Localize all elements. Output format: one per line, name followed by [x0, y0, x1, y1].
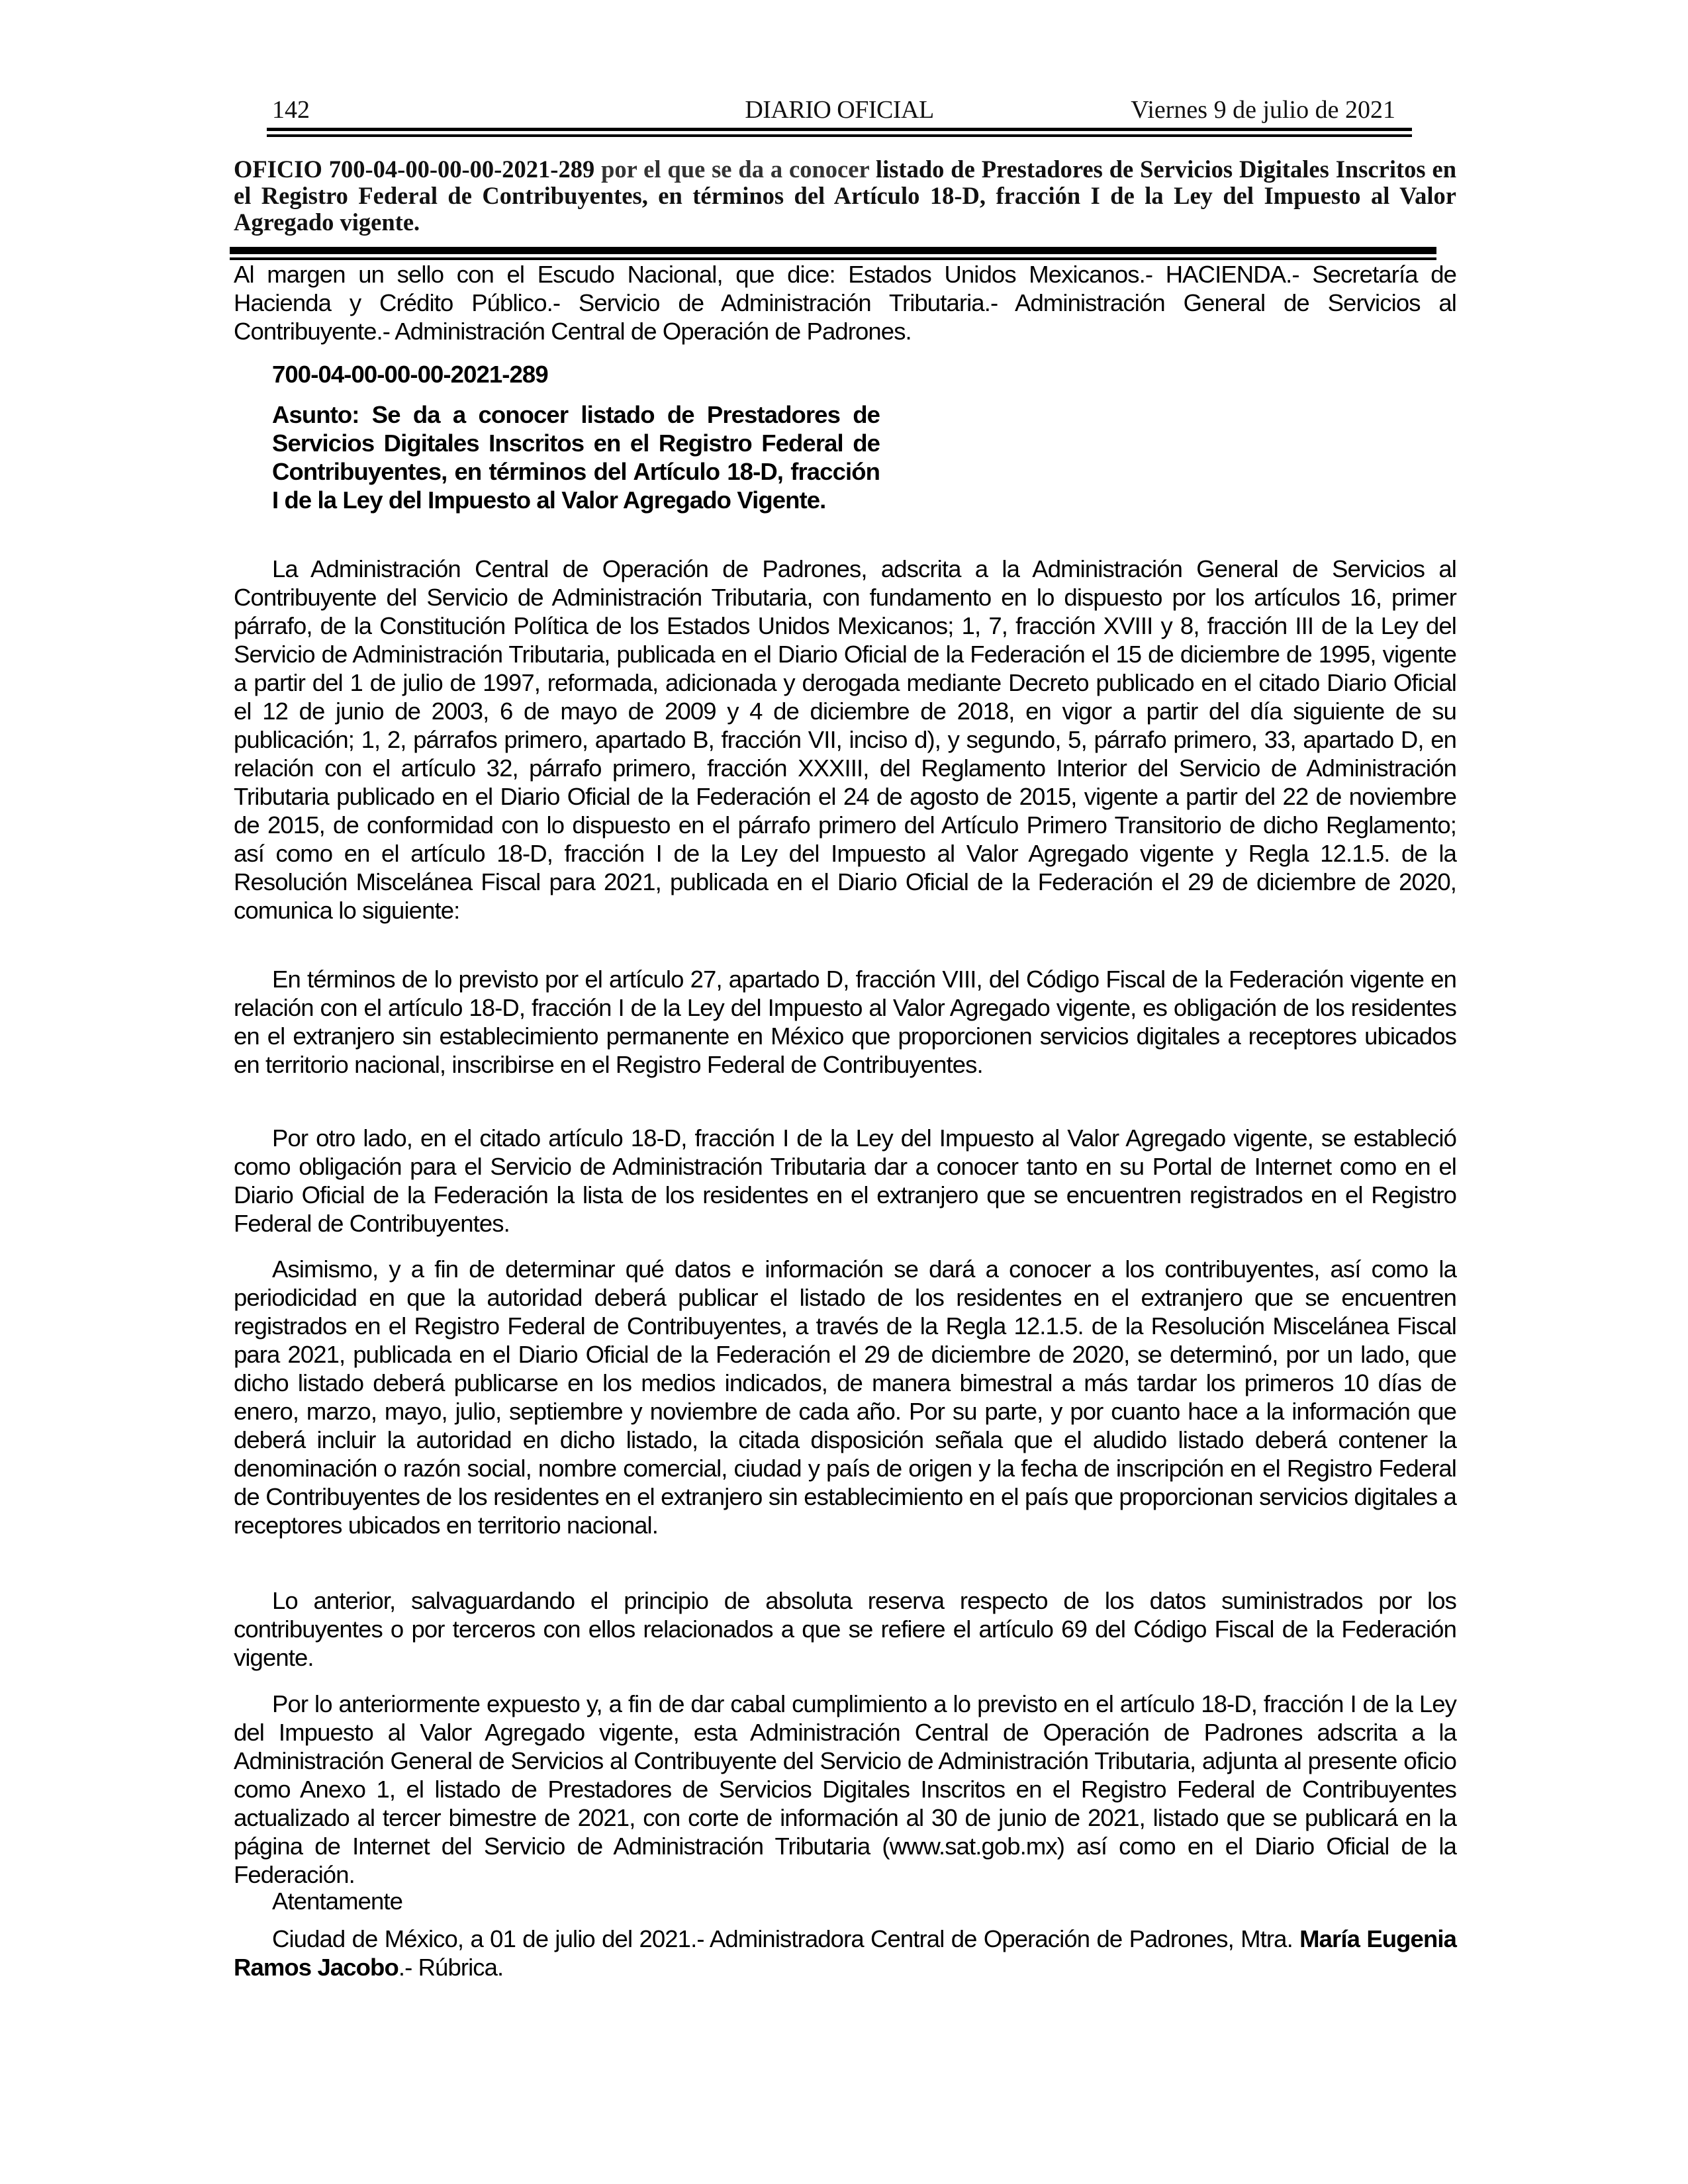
asunto: Asunto: Se da a conocer listado de Prestadores de Servicios Digitales Inscritos en el Registro Federal de Contribuyentes, en términos del Artículo 18-D, fracción I de la Ley del Impuesto al Valor Agregado Vigente. [272, 401, 880, 514]
publication-date: Viernes 9 de julio de 2021 [1131, 96, 1395, 124]
page-number: 142 [272, 96, 310, 124]
seal-note: Al margen un sello con el Escudo Nacional, que dice: Estados Unidos Mexicanos.- HACIENDA.- Secretaría de Hacienda y Crédito Público.- Servicio de Administración Tributaria.- Administración General de Servicios al Contribuyente.- Administración Central de Operación de Padrones. [234, 261, 1456, 345]
document-title [234, 156, 1456, 236]
oficio-number: OFICIO 700-04-00-00-00-2021-289 [234, 156, 595, 183]
header-divider [267, 128, 1412, 137]
paragraph-annex: Por lo anteriormente expuesto y, a fin de dar cabal cumplimiento a lo previsto en el artículo 18-D, fracción I de la Ley del Impuesto al Valor Agregado vigente, esta Administración Central de Operación de Padrones adscrita a la Administración General de Servicios al Contribuyente del Servicio de Administración Tributaria, adjunta al presente oficio como Anexo 1, el listado de Prestadores de Servicios Digitales Inscritos en el Registro Federal de Contribuyentes actualizado al tercer bimestre de 2021, con corte de información al 30 de junio de 2021, listado que se publicará en la página de Internet del Servicio de Administración Tributaria (www.sat.gob.mx) así como en el Diario Oficial de la Federación. [234, 1690, 1456, 1888]
paragraph-obligation: En términos de lo previsto por el artículo 27, apartado D, fracción VIII, del Código Fiscal de la Federación vigente en relación con el artículo 18-D, fracción I de la Ley del Impuesto al Valor Agregado vigente, es obligación de los residentes en el extranjero sin establecimiento permanente en México que proporcionen servicios digitales a receptores ubicados en territorio nacional, inscribirse en el Registro Federal de Contribuyentes. [234, 966, 1456, 1078]
signature-place-date: Ciudad de México, a 01 de julio del 2021.- Administradora Central de Operación de Padrones, Mtra. [272, 1925, 1293, 1952]
publication-name: DIARIO OFICIAL [745, 96, 934, 124]
title-divider [230, 247, 1436, 260]
paragraph-legal-basis: La Administración Central de Operación de Padrones, adscrita a la Administración General de Servicios al Contribuyente del Servicio de Administración Tributaria, con fundamento en lo dispuesto por los artículos 16, primer párrafo, de la Constitución Política de los Estados Unidos Mexicanos; 1, 7, fracción XVIII y 8, fracción III de la Ley del Servicio de Administración Tributaria, publicada en el Diario Oficial de la Federación el 15 de diciembre de 1995, vigente a partir del 1 de julio de 1997, reformada, adicionada y derogada mediante Decreto publicado en el citado Diario Oficial el 12 de junio de 2003, 6 de mayo de 2009 y 4 de diciembre de 2018, en vigor a partir del día siguiente de su publicación; 1, 2, párrafos primero, apartado B, fracción VII, inciso d), y segundo, 5, párrafo primero, 33, apartado D, en relación con el artículo 32, párrafo primero, fracción XXXIII, del Reglamento Interior del Servicio de Administración Tributaria publicado en el Diario Oficial de la Federación el 24 de agosto de 2015, vigente a partir del 22 de noviembre de 2015, de conformidad con lo dispuesto en el párrafo primero del Artículo Primero Transitorio de dicho Reglamento; así como en el artículo 18-D, fracción I de la Ley del Impuesto al Valor Agregado vigente y Regla 12.1.5. de la Resolución Miscelánea Fiscal para 2021, publicada en el Diario Oficial de la Federación el 29 de diciembre de 2020, comunica lo siguiente: [234, 555, 1456, 924]
reference-code: 700-04-00-00-00-2021-289 [272, 361, 548, 388]
paragraph-publication-duty: Por otro lado, en el citado artículo 18-D, fracción I de la Ley del Impuesto al Valor Agregado vigente, se estableció como obligación para el Servicio de Administración Tributaria dar a conocer tanto en su Portal de Internet como en el Diario Oficial de la Federación la lista de los residentes en el extranjero que se encuentren registrados en el Registro Federal de Contribuyentes. [234, 1124, 1456, 1237]
title-connector: por el que se da a conocer [601, 156, 869, 183]
page-header [267, 93, 1412, 130]
signer-name: María Eugenia Ramos Jacobo [234, 1925, 1456, 1981]
signature-suffix: .- Rúbrica. [398, 1954, 504, 1981]
paragraph-confidentiality: Lo anterior, salvaguardando el principio de absoluta reserva respecto de los datos suministrados por los contribuyentes o por terceros con ellos relacionados a que se refiere el artículo 69 del Código Fiscal de la Federación vigente. [234, 1587, 1456, 1671]
signature-block [234, 1925, 1456, 1981]
paragraph-periodicity: Asimismo, y a fin de determinar qué datos e información se dará a conocer a los contribuyentes, así como la periodicidad en que la autoridad deberá publicar el listado de los residentes en el extranjero que se encuentren registrados en el Registro Federal de Contribuyentes, a través de la Regla 12.1.5. de la Resolución Miscelánea Fiscal para 2021, publicada en el Diario Oficial de la Federación el 29 de diciembre de 2020, se determinó, por un lado, que dicho listado deberá publicarse en los medios indicados, de manera bimestral a más tardar los primeros 10 días de enero, marzo, mayo, julio, septiembre y noviembre de cada año. Por su parte, y por cuanto hace a la información que deberá incluir la autoridad en dicho listado, la citada disposición señala que el aludido listado deberá contener la denominación o razón social, nombre comercial, ciudad y país de origen y la fecha de inscripción en el Registro Federal de Contribuyentes de los residentes en el extranjero sin establecimiento en el país que proporcionan servicios digitales a receptores ubicados en territorio nacional. [234, 1255, 1456, 1539]
title-subject: listado de Prestadores de Servicios Digitales Inscritos en el Registro Federal de Contribuyentes, en términos del Artículo 18-D, fracción I de la Ley del Impuesto al Valor Agregado vigente. [234, 156, 1457, 236]
closing: Atentamente [272, 1888, 403, 1915]
